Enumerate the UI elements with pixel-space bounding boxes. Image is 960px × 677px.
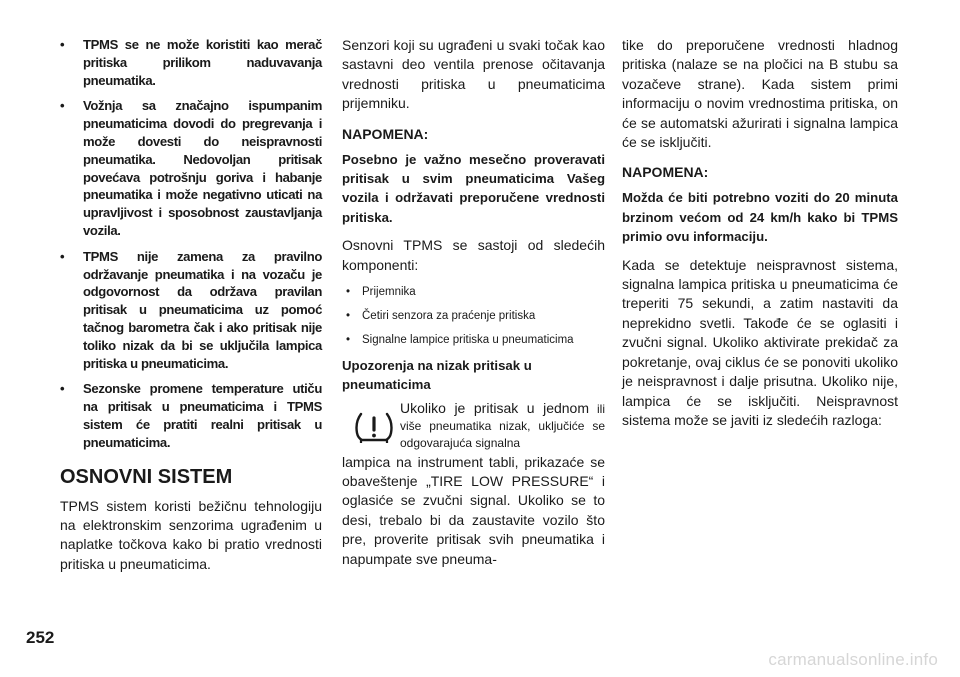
warning-bullet-list bbox=[60, 36, 322, 452]
list-item: • Signalne lampice pritiska u pneumaticima bbox=[342, 332, 605, 348]
watermark: carmanualsonline.info bbox=[768, 650, 938, 669]
intro-paragraph: Senzori koji su ugrađeni u svaki točak kao sastavni deo ventila prenose očitavanja vrednosti pritiska u pneumaticima prijemniku. bbox=[342, 37, 605, 112]
malfunction-paragraph: Kada se detektuje neispravnost sistema, signalna lampica pritiska u pneumaticima će treperiti 75 sekundi, a zatim nastaviti da neprekidno svetli. Takođe će se oglasiti i zvučni signal. Ukoliko aktivirate prekidač za pokretanje, ovaj ciklus će se ponoviti ukoliko je neispravnost i dalje prisutna. Ukoliko nije, lampica će se isključiti. Neispravnost sistema može se javiti iz sledećih razloga: bbox=[622, 256, 898, 428]
warning-paragraph: lampica na instrument tabli, prikazaće se obaveštenje „TIRE LOW PRESSURE“ i oglasiće se zvučni signal. Ukoliko se to desi, trebalo bi da zaustavite vozilo što pre, proverite pritisak svih pneumatika i napumpate sve pneuma- bbox=[342, 453, 605, 567]
warning-text-start: Ukoliko je pritisak u jednom bbox=[400, 400, 590, 417]
list-item: • Vožnja sa značajno ispumpanim pneumaticima dovodi do pregrevanja i može dovesti do neispravnosti pneumatika. Nedovoljan pritisak povećava potrošnju goriva i habanje pneumatika i može negativno uticati na upravljivost i sposobnost zaustavljanja vozila. bbox=[60, 97, 322, 239]
continuation-paragraph: tike do preporučene vrednosti hladnog pritiska (nalaze se na pločici na B stubu sa vozačeve strane). Kada sistem primi informaciju o novim vrednostima pritiska, on će se automatski ažurirati i signalna lampica će se isključiti. bbox=[622, 37, 898, 151]
warning-block bbox=[342, 400, 605, 569]
list-item: • Četiri senzora za praćenje pritiska bbox=[342, 308, 605, 324]
warning-paragraph-indented bbox=[400, 400, 605, 453]
list-item: • Prijemnika bbox=[342, 284, 605, 300]
note-paragraph: Možda će biti potrebno voziti do 20 minuta brzinom većom od 24 km/h kako bi TPMS primio ovu informaciju. bbox=[622, 190, 898, 245]
section-heading: OSNOVNI SISTEM bbox=[60, 465, 233, 488]
components-list bbox=[342, 284, 605, 348]
warning-text-indent: ili više pneumatika nizak, uključiće se odgovarajuća signalna bbox=[400, 402, 605, 451]
components-intro: Osnovni TPMS se sastoji od sledećih komponenti: bbox=[342, 237, 605, 273]
column-middle bbox=[342, 36, 605, 569]
note-title: NAPOMENA: bbox=[622, 164, 709, 181]
note-paragraph: Posebno je važno mesečno proveravati pritisak u svim pneumaticima Vašeg vozila i održavati preporučene vrednosti pritiska. bbox=[342, 151, 605, 225]
list-item: • TPMS nije zamena za pravilno održavanje pneumatika i na vozaču je odgovornost da održava pravilan pritisak u pneumaticima uz pomoć tačnog barometra čak i ako pritisak nije toliko nizak da bi se uključila lampica pritiska u pneumaticima. bbox=[60, 248, 322, 373]
list-item: • TPMS se ne može koristiti kao merač pritiska prilikom naduvavanja pneumatika. bbox=[60, 36, 322, 89]
column-right bbox=[622, 36, 898, 430]
warning-heading: Upozorenja na nizak pritisak u pneumaticima bbox=[342, 358, 532, 393]
page-number: 252 bbox=[26, 628, 55, 647]
note-title: NAPOMENA: bbox=[342, 125, 429, 142]
tire-pressure-warning-icon bbox=[352, 410, 396, 444]
column-left bbox=[60, 36, 322, 574]
section-paragraph: TPMS sistem koristi bežičnu tehnologiju na elektronskim senzorima ugrađenim u naplatke točkova kako bi pratio vrednosti pritiska u pneumaticima. bbox=[60, 497, 322, 572]
list-item: • Sezonske promene temperature utiču na pritisak u pneumaticima i TPMS sistem će pratiti realni pritisak u pneumaticima. bbox=[60, 380, 322, 451]
